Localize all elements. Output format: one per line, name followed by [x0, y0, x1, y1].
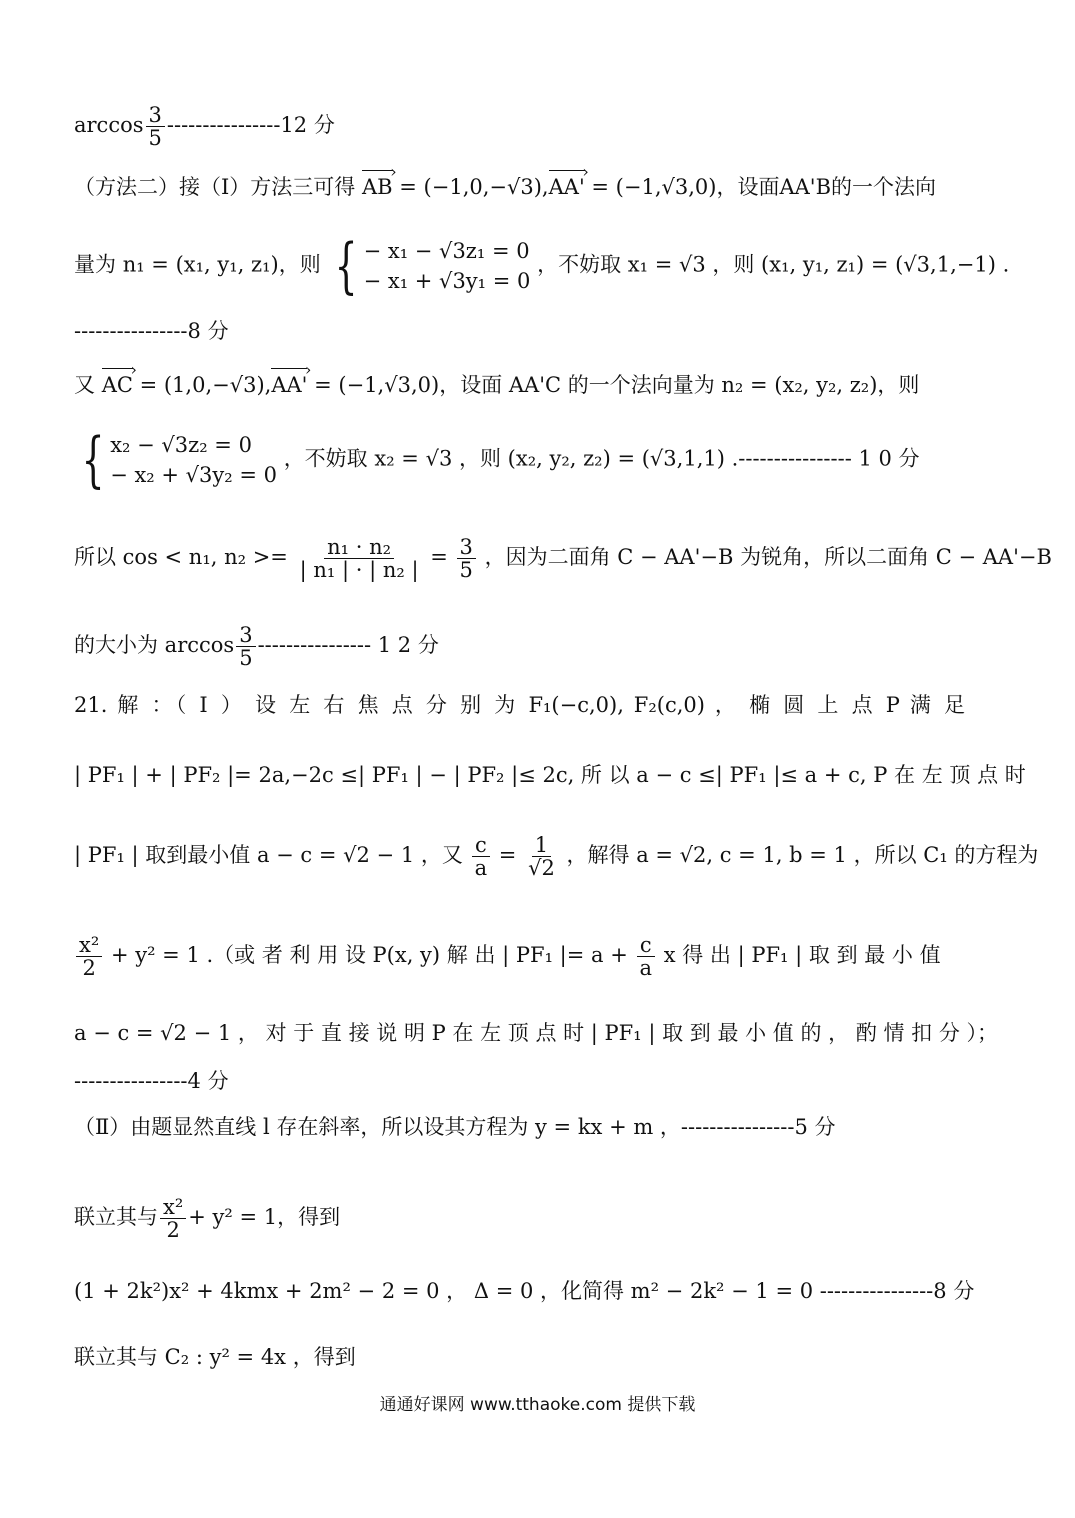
- line-pf-inequality: | PF₁ | + | PF₂ |= 2a,−2c ≤| PF₁ | − | PF₂ |≤ 2c, 所 以 a − c ≤| PF₁ |≤ a + c, P 在 左 顶 点 时: [74, 763, 1026, 787]
- fraction-3-5: $\frac{3}{5}$: [146, 104, 165, 149]
- line-combine-ellipse: 联立其与 $\frac{\text{x²}}{2}$ + y² = 1，得到: [74, 1195, 341, 1243]
- equation-system-1: { − x₁ − √3z₁ = 0 − x₁ + √3y₁ = 0: [335, 231, 531, 301]
- vector-ab: AB ›: [362, 172, 393, 202]
- fraction-3-5-c: $\frac{3}{5}$: [236, 624, 255, 669]
- line-ellipse-equation: $\frac{\text{x²}}{2}$ + y² = 1 .（或 者 利 用 设 P(x, y) 解 出 | PF₁ |= a + $\frac{c}{a}$ x 得 出 | PF₁ | 取 到 最 小 值: [74, 934, 965, 979]
- fraction-c-a-b: $\frac{c}{a}$: [637, 934, 656, 979]
- line-method-two: （方法二）接（Ⅰ）方法三可得 AB › = (−1,0,−√3),AA' › = (−1,√3,0)，设面AA'B的一个法向: [74, 172, 965, 202]
- line-score-4: ----------------4 分: [74, 1069, 229, 1093]
- line-normal-n2: { x₂ − √3z₂ = 0 − x₂ + √3y₂ = 0 ，不妨取 x₂ = √3 ，则 (x₂, y₂, z₂) = (√3,1,1) .---------------- 1 0 分: [74, 430, 965, 490]
- line-min-value: | PF₁ | 取到最小值 a − c = √2 − 1 ，又 $\frac{c}{a}$ = $\frac{1}{√2}$ ，解得 a = √2, c = 1, b = 1 ，所以 C₁ 的方程为: [74, 833, 1039, 881]
- line-arccos-12: arccos $\frac{3}{5}$ ----------------12 分: [74, 103, 335, 151]
- equation-system-2: { x₂ − √3z₂ = 0 − x₂ + √3y₂ = 0: [81, 425, 277, 495]
- line-angle-size: 的大小为 arccos $\frac{3}{5}$ ---------------- 1 2 分: [74, 623, 439, 671]
- fraction-x2-2-b: $\frac{\text{x²}}{2}$: [160, 1196, 186, 1241]
- line-score-8: ----------------8 分: [74, 319, 229, 343]
- fraction-dot-product: $\frac{\text{n₁ · n₂}}{\text{| n₁ | · | n₂ |}}$: [299, 535, 419, 583]
- vector-aa-2: AA' ›: [271, 370, 307, 400]
- fraction-c-a: $\frac{c}{a}$: [472, 834, 491, 879]
- line-part-two: （Ⅱ）由题显然直线 l 存在斜率，所以设其方程为 y = kx + m ，----------------5 分: [74, 1115, 836, 1139]
- fraction-3-5-b: $\frac{3}{5}$: [457, 536, 476, 581]
- line-discriminant: (1 + 2k²)x² + 4kmx + 2m² − 2 = 0 ， Δ = 0 ，化简得 m² − 2k² − 1 = 0 ----------------8 分: [74, 1279, 975, 1303]
- vector-aa: AA' ›: [549, 172, 585, 202]
- fraction-x2-2: $\frac{\text{x²}}{2}$: [76, 934, 102, 979]
- line-q21: 21. 解 ：（ Ⅰ ） 设 左 右 焦 点 分 别 为 F₁(−c,0), F₂(c,0) ， 椭 圆 上 点 P 满 足: [74, 693, 965, 717]
- line-normal-n1: 量为 n₁ = (x₁, y₁, z₁)，则 { − x₁ − √3z₁ = 0 − x₁ + √3y₁ = 0 ，不妨取 x₁ = √3 ，则 (x₁, y₁, z₁) = (√3,1,−1) .: [74, 231, 1010, 301]
- line-combine-parabola: 联立其与 C₂ : y² = 4x ，得到: [74, 1345, 356, 1369]
- line-normal-n2-intro: 又 AC › = (1,0,−√3),AA' › = (−1,√3,0)，设面 AA'C 的一个法向量为 n₂ = (x₂, y₂, z₂)，则: [74, 370, 965, 400]
- line-deduction-note: a − c = √2 − 1 ， 对 于 直 接 说 明 P 在 左 顶 点 时 | PF₁ | 取 到 最 小 值 的 ， 酌 情 扣 分 ）；: [74, 1021, 999, 1045]
- footer-credit: 通通好课网 www.tthaoke.com 提供下载: [379, 1395, 696, 1415]
- vector-ac: AC ›: [102, 370, 133, 400]
- line-cosine: 所以 cos < n₁, n₂ >= $\frac{\text{n₁ · n₂}}{\text{| n₁ | · | n₂ |}}$ = $\frac{3}{5}$ ，因为二面角 C − AA'−B 为锐角，所以二面角 C − AA'−B: [74, 535, 1052, 583]
- fraction-1-sqrt2: $\frac{1}{√2}$: [528, 833, 555, 881]
